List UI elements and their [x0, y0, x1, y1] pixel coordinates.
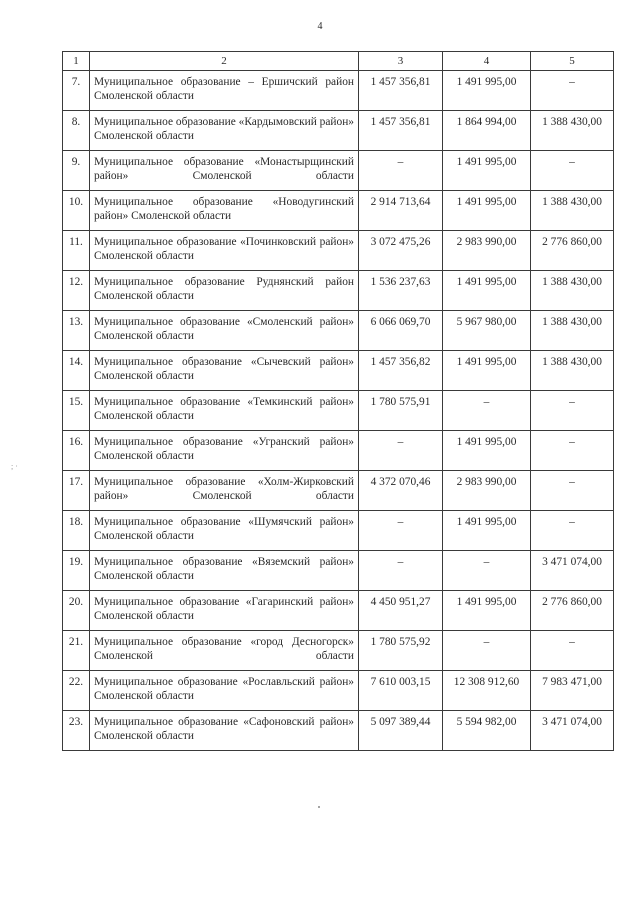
row-number: 18.	[63, 511, 90, 551]
column-header-3: 3	[359, 52, 443, 71]
value-col-5: 2 776 860,00	[531, 591, 614, 631]
value-col-3: –	[359, 151, 443, 191]
municipality-name: Муниципальное образование «Смоленский район» Смоленской области	[90, 311, 359, 351]
table-row	[63, 151, 614, 191]
row-number: 9.	[63, 151, 90, 191]
column-header-5: 5	[531, 52, 614, 71]
value-col-4: 5 594 982,00	[443, 711, 531, 751]
row-number: 10.	[63, 191, 90, 231]
municipality-name: Муниципальное образование «Сафоновский район» Смоленской области	[90, 711, 359, 751]
row-number: 21.	[63, 631, 90, 671]
table-body	[63, 71, 614, 751]
column-header-4: 4	[443, 52, 531, 71]
value-col-5: 1 388 430,00	[531, 351, 614, 391]
row-number: 12.	[63, 271, 90, 311]
value-col-3: 1 457 356,81	[359, 111, 443, 151]
value-col-3: 1 780 575,92	[359, 631, 443, 671]
municipality-name: Муниципальное образование «Сычевский район» Смоленской области	[90, 351, 359, 391]
value-col-3: 3 072 475,26	[359, 231, 443, 271]
table-row	[63, 511, 614, 551]
municipality-name: Муниципальное образование «Монастырщинский район» Смоленской области	[90, 151, 359, 191]
municipality-name: Муниципальное образование «Шумячский район» Смоленской области	[90, 511, 359, 551]
row-number: 15.	[63, 391, 90, 431]
allocation-table	[62, 51, 614, 751]
row-number: 8.	[63, 111, 90, 151]
municipality-name: Муниципальное образование «Холм-Жирковский район» Смоленской области	[90, 471, 359, 511]
value-col-3: 1 457 356,82	[359, 351, 443, 391]
value-col-4: 2 983 990,00	[443, 471, 531, 511]
value-col-5: 3 471 074,00	[531, 711, 614, 751]
value-col-5: –	[531, 511, 614, 551]
value-col-5: 1 388 430,00	[531, 271, 614, 311]
value-col-3: 2 914 713,64	[359, 191, 443, 231]
row-number: 14.	[63, 351, 90, 391]
municipality-name: Муниципальное образование «Починковский район» Смоленской области	[90, 231, 359, 271]
value-col-3: –	[359, 551, 443, 591]
value-col-5: 2 776 860,00	[531, 231, 614, 271]
table-header-row	[63, 52, 614, 71]
table-row	[63, 351, 614, 391]
value-col-5: 1 388 430,00	[531, 311, 614, 351]
scan-dot	[318, 806, 320, 808]
value-col-4: 1 491 995,00	[443, 351, 531, 391]
municipality-name: Муниципальное образование «Темкинский район» Смоленской области	[90, 391, 359, 431]
page-number: 4	[317, 21, 323, 32]
value-col-3: 4 450 951,27	[359, 591, 443, 631]
municipality-name: Муниципальное образование «Рославльский район» Смоленской области	[90, 671, 359, 711]
row-number: 19.	[63, 551, 90, 591]
row-number: 11.	[63, 231, 90, 271]
municipality-name: Муниципальное образование Руднянский район Смоленской области	[90, 271, 359, 311]
municipality-name: Муниципальное образование «Новодугинский район» Смоленской области	[90, 191, 359, 231]
table-row	[63, 191, 614, 231]
value-col-3: 7 610 003,15	[359, 671, 443, 711]
table-row	[63, 431, 614, 471]
value-col-5: –	[531, 631, 614, 671]
table-row	[63, 471, 614, 511]
value-col-3: 1 457 356,81	[359, 71, 443, 111]
margin-mark: ; ·	[11, 462, 18, 471]
column-header-2: 2	[90, 52, 359, 71]
column-header-1: 1	[63, 52, 90, 71]
value-col-4: –	[443, 391, 531, 431]
value-col-3: –	[359, 431, 443, 471]
value-col-4: 12 308 912,60	[443, 671, 531, 711]
table-row	[63, 111, 614, 151]
value-col-5: –	[531, 151, 614, 191]
value-col-5: 1 388 430,00	[531, 111, 614, 151]
value-col-3: 5 097 389,44	[359, 711, 443, 751]
municipality-name: Муниципальное образование «Вяземский район» Смоленской области	[90, 551, 359, 591]
table-row	[63, 71, 614, 111]
value-col-4: 5 967 980,00	[443, 311, 531, 351]
value-col-5: –	[531, 431, 614, 471]
table-row	[63, 631, 614, 671]
municipality-name: Муниципальное образование «город Десногорск» Смоленской области	[90, 631, 359, 671]
municipality-name: Муниципальное образование «Кардымовский район» Смоленской области	[90, 111, 359, 151]
value-col-4: 1 491 995,00	[443, 431, 531, 471]
value-col-3: 1 780 575,91	[359, 391, 443, 431]
value-col-4: –	[443, 551, 531, 591]
table-row	[63, 711, 614, 751]
value-col-5: 7 983 471,00	[531, 671, 614, 711]
value-col-5: –	[531, 71, 614, 111]
value-col-4: 1 491 995,00	[443, 271, 531, 311]
value-col-5: –	[531, 391, 614, 431]
row-number: 22.	[63, 671, 90, 711]
row-number: 7.	[63, 71, 90, 111]
table-row	[63, 231, 614, 271]
value-col-4: 1 491 995,00	[443, 191, 531, 231]
value-col-4: 1 864 994,00	[443, 111, 531, 151]
row-number: 17.	[63, 471, 90, 511]
row-number: 13.	[63, 311, 90, 351]
value-col-3: 4 372 070,46	[359, 471, 443, 511]
table-row	[63, 551, 614, 591]
row-number: 20.	[63, 591, 90, 631]
value-col-4: 2 983 990,00	[443, 231, 531, 271]
table-row	[63, 311, 614, 351]
value-col-4: 1 491 995,00	[443, 151, 531, 191]
municipality-name: Муниципальное образование – Ершичский район Смоленской области	[90, 71, 359, 111]
table-row	[63, 671, 614, 711]
table-row	[63, 591, 614, 631]
value-col-5: 3 471 074,00	[531, 551, 614, 591]
row-number: 16.	[63, 431, 90, 471]
value-col-5: 1 388 430,00	[531, 191, 614, 231]
value-col-4: 1 491 995,00	[443, 591, 531, 631]
value-col-3: 1 536 237,63	[359, 271, 443, 311]
row-number: 23.	[63, 711, 90, 751]
value-col-3: 6 066 069,70	[359, 311, 443, 351]
value-col-4: 1 491 995,00	[443, 71, 531, 111]
table-row	[63, 391, 614, 431]
table-row	[63, 271, 614, 311]
value-col-4: 1 491 995,00	[443, 511, 531, 551]
value-col-4: –	[443, 631, 531, 671]
value-col-3: –	[359, 511, 443, 551]
value-col-5: –	[531, 471, 614, 511]
municipality-name: Муниципальное образование «Угранский район» Смоленской области	[90, 431, 359, 471]
municipality-name: Муниципальное образование «Гагаринский район» Смоленской области	[90, 591, 359, 631]
